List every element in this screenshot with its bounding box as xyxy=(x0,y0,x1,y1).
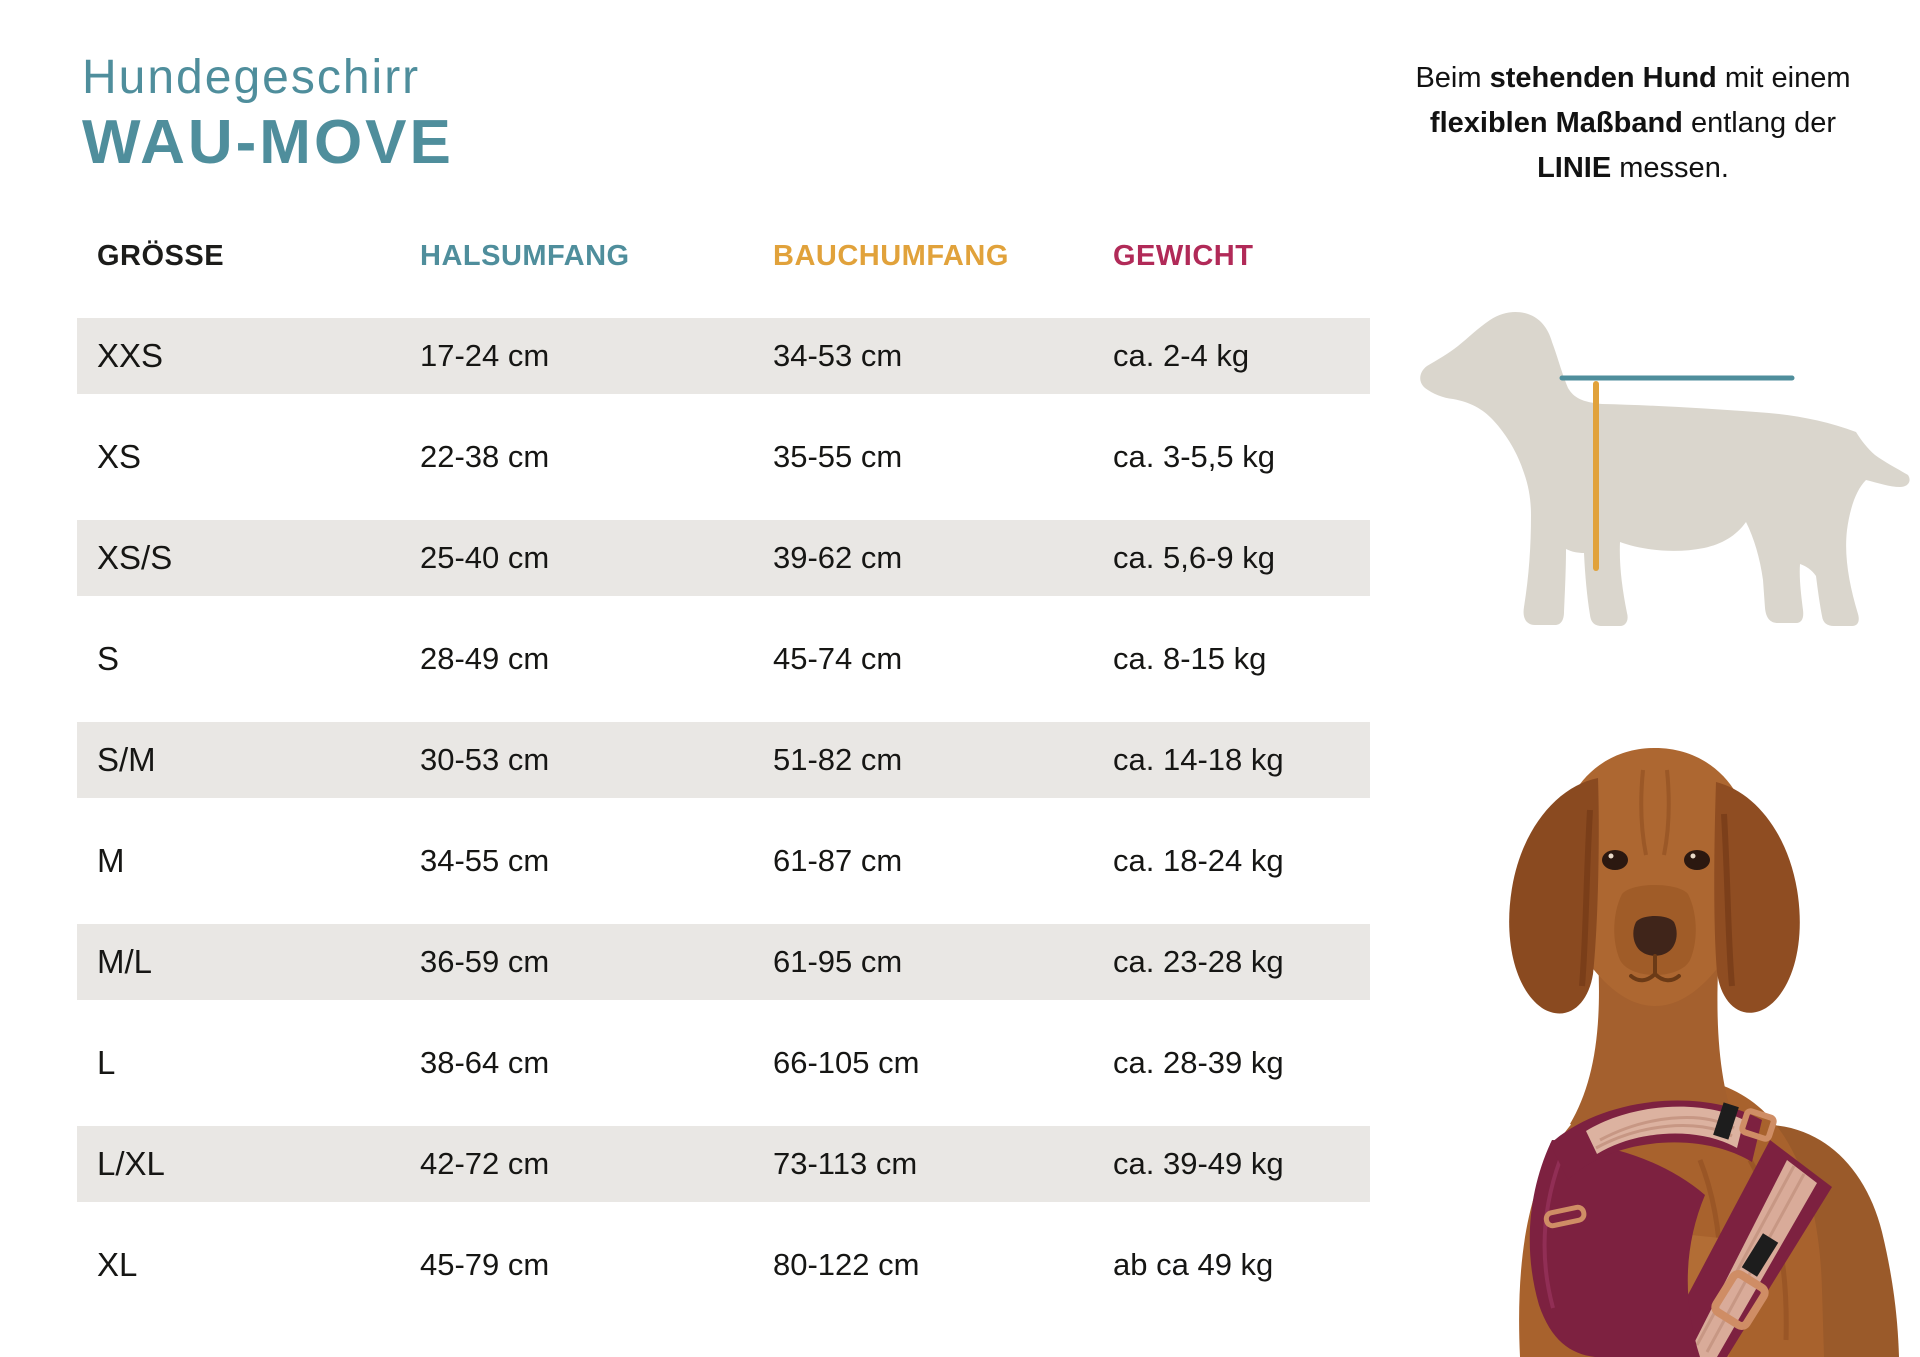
cell-belly: 51-82 cm xyxy=(773,742,903,777)
instruction-bold-text: LINIE xyxy=(1537,152,1612,184)
table-row-s xyxy=(77,621,1370,697)
cell-belly: 35-55 cm xyxy=(773,439,903,474)
cell-neck: 22-38 cm xyxy=(420,439,550,474)
cell-neck: 45-79 cm xyxy=(420,1247,550,1282)
cell-neck: 17-24 cm xyxy=(420,338,550,373)
column-header-size: GRÖSSE xyxy=(97,240,225,272)
cell-weight: ca. 5,6-9 kg xyxy=(1113,540,1275,575)
cell-belly: 66-105 cm xyxy=(773,1045,920,1080)
cell-weight: ca. 28-39 kg xyxy=(1113,1045,1284,1080)
cell-neck: 28-49 cm xyxy=(420,641,550,676)
cell-belly: 61-95 cm xyxy=(773,944,903,979)
instruction-text: mit einem xyxy=(1716,62,1851,94)
cell-weight: ca. 3-5,5 kg xyxy=(1113,439,1275,474)
table-row-l xyxy=(77,1025,1370,1101)
product-photo-dog-with-harness xyxy=(1400,690,1910,1357)
page-title xyxy=(82,50,454,178)
cell-size: L xyxy=(97,1044,116,1081)
cell-belly: 73-113 cm xyxy=(773,1146,918,1181)
table-row-xxs xyxy=(77,318,1370,394)
column-header-weight: GEWICHT xyxy=(1113,240,1254,272)
dog-silhouette xyxy=(1420,312,1909,626)
table-row-s-m xyxy=(77,722,1370,798)
right-eye-highlight xyxy=(1691,854,1696,859)
instruction-text: entlang der xyxy=(1682,107,1837,139)
dog-nose xyxy=(1633,916,1676,956)
product-name: WAU-MOVE xyxy=(82,108,454,177)
left-eye-highlight xyxy=(1609,854,1614,859)
cell-belly: 34-53 cm xyxy=(773,338,903,373)
cell-size: XS xyxy=(97,438,142,475)
table-row-l-xl xyxy=(77,1126,1370,1202)
size-table-rows xyxy=(77,318,1370,1308)
cell-belly: 45-74 cm xyxy=(773,641,903,676)
cell-weight: ca. 14-18 kg xyxy=(1113,742,1284,777)
cell-size: XXS xyxy=(97,337,164,374)
dog-silhouette-graphic xyxy=(1372,278,1920,668)
cell-neck: 38-64 cm xyxy=(420,1045,550,1080)
cell-size: XS/S xyxy=(97,539,173,576)
instruction-text: messen. xyxy=(1611,152,1729,184)
cell-size: L/XL xyxy=(97,1145,165,1182)
cell-neck: 42-72 cm xyxy=(420,1146,550,1181)
cell-weight: ca. 23-28 kg xyxy=(1113,944,1284,979)
cell-belly: 80-122 cm xyxy=(773,1247,920,1282)
cell-weight: ca. 2-4 kg xyxy=(1113,338,1250,373)
cell-belly: 39-62 cm xyxy=(773,540,903,575)
instruction-bold-text: stehenden Hund xyxy=(1489,62,1717,94)
cell-size: M xyxy=(97,842,125,879)
right-eye xyxy=(1684,850,1710,870)
cell-neck: 25-40 cm xyxy=(420,540,550,575)
instruction-text: Beim xyxy=(1415,62,1490,94)
table-row-xl xyxy=(77,1227,1370,1303)
cell-size: M/L xyxy=(97,943,153,980)
measuring-diagram xyxy=(1372,278,1920,668)
instruction-bold-text: flexiblen Maßband xyxy=(1429,107,1683,139)
cell-weight: ca. 39-49 kg xyxy=(1113,1146,1284,1181)
column-header-neck: HALSUMFANG xyxy=(420,240,630,272)
table-row-m-l xyxy=(77,924,1370,1000)
cell-weight: ca. 18-24 kg xyxy=(1113,843,1284,878)
cell-neck: 34-55 cm xyxy=(420,843,550,878)
table-row-m xyxy=(77,823,1370,899)
cell-size: XL xyxy=(97,1246,138,1283)
cell-weight: ca. 8-15 kg xyxy=(1113,641,1267,676)
product-category: Hundegeschirr xyxy=(82,51,421,104)
cell-size: S xyxy=(97,640,120,677)
cell-size: S/M xyxy=(97,741,156,778)
cell-belly: 61-87 cm xyxy=(773,843,903,878)
measuring-instructions xyxy=(1398,56,1868,191)
cell-neck: 36-59 cm xyxy=(420,944,550,979)
table-row-xs xyxy=(77,419,1370,495)
table-row-xs-s xyxy=(77,520,1370,596)
column-header-belly: BAUCHUMFANG xyxy=(773,240,1009,272)
product-photo xyxy=(1400,690,1910,1357)
cell-neck: 30-53 cm xyxy=(420,742,550,777)
cell-weight: ab ca 49 kg xyxy=(1113,1247,1274,1282)
left-eye xyxy=(1602,850,1628,870)
